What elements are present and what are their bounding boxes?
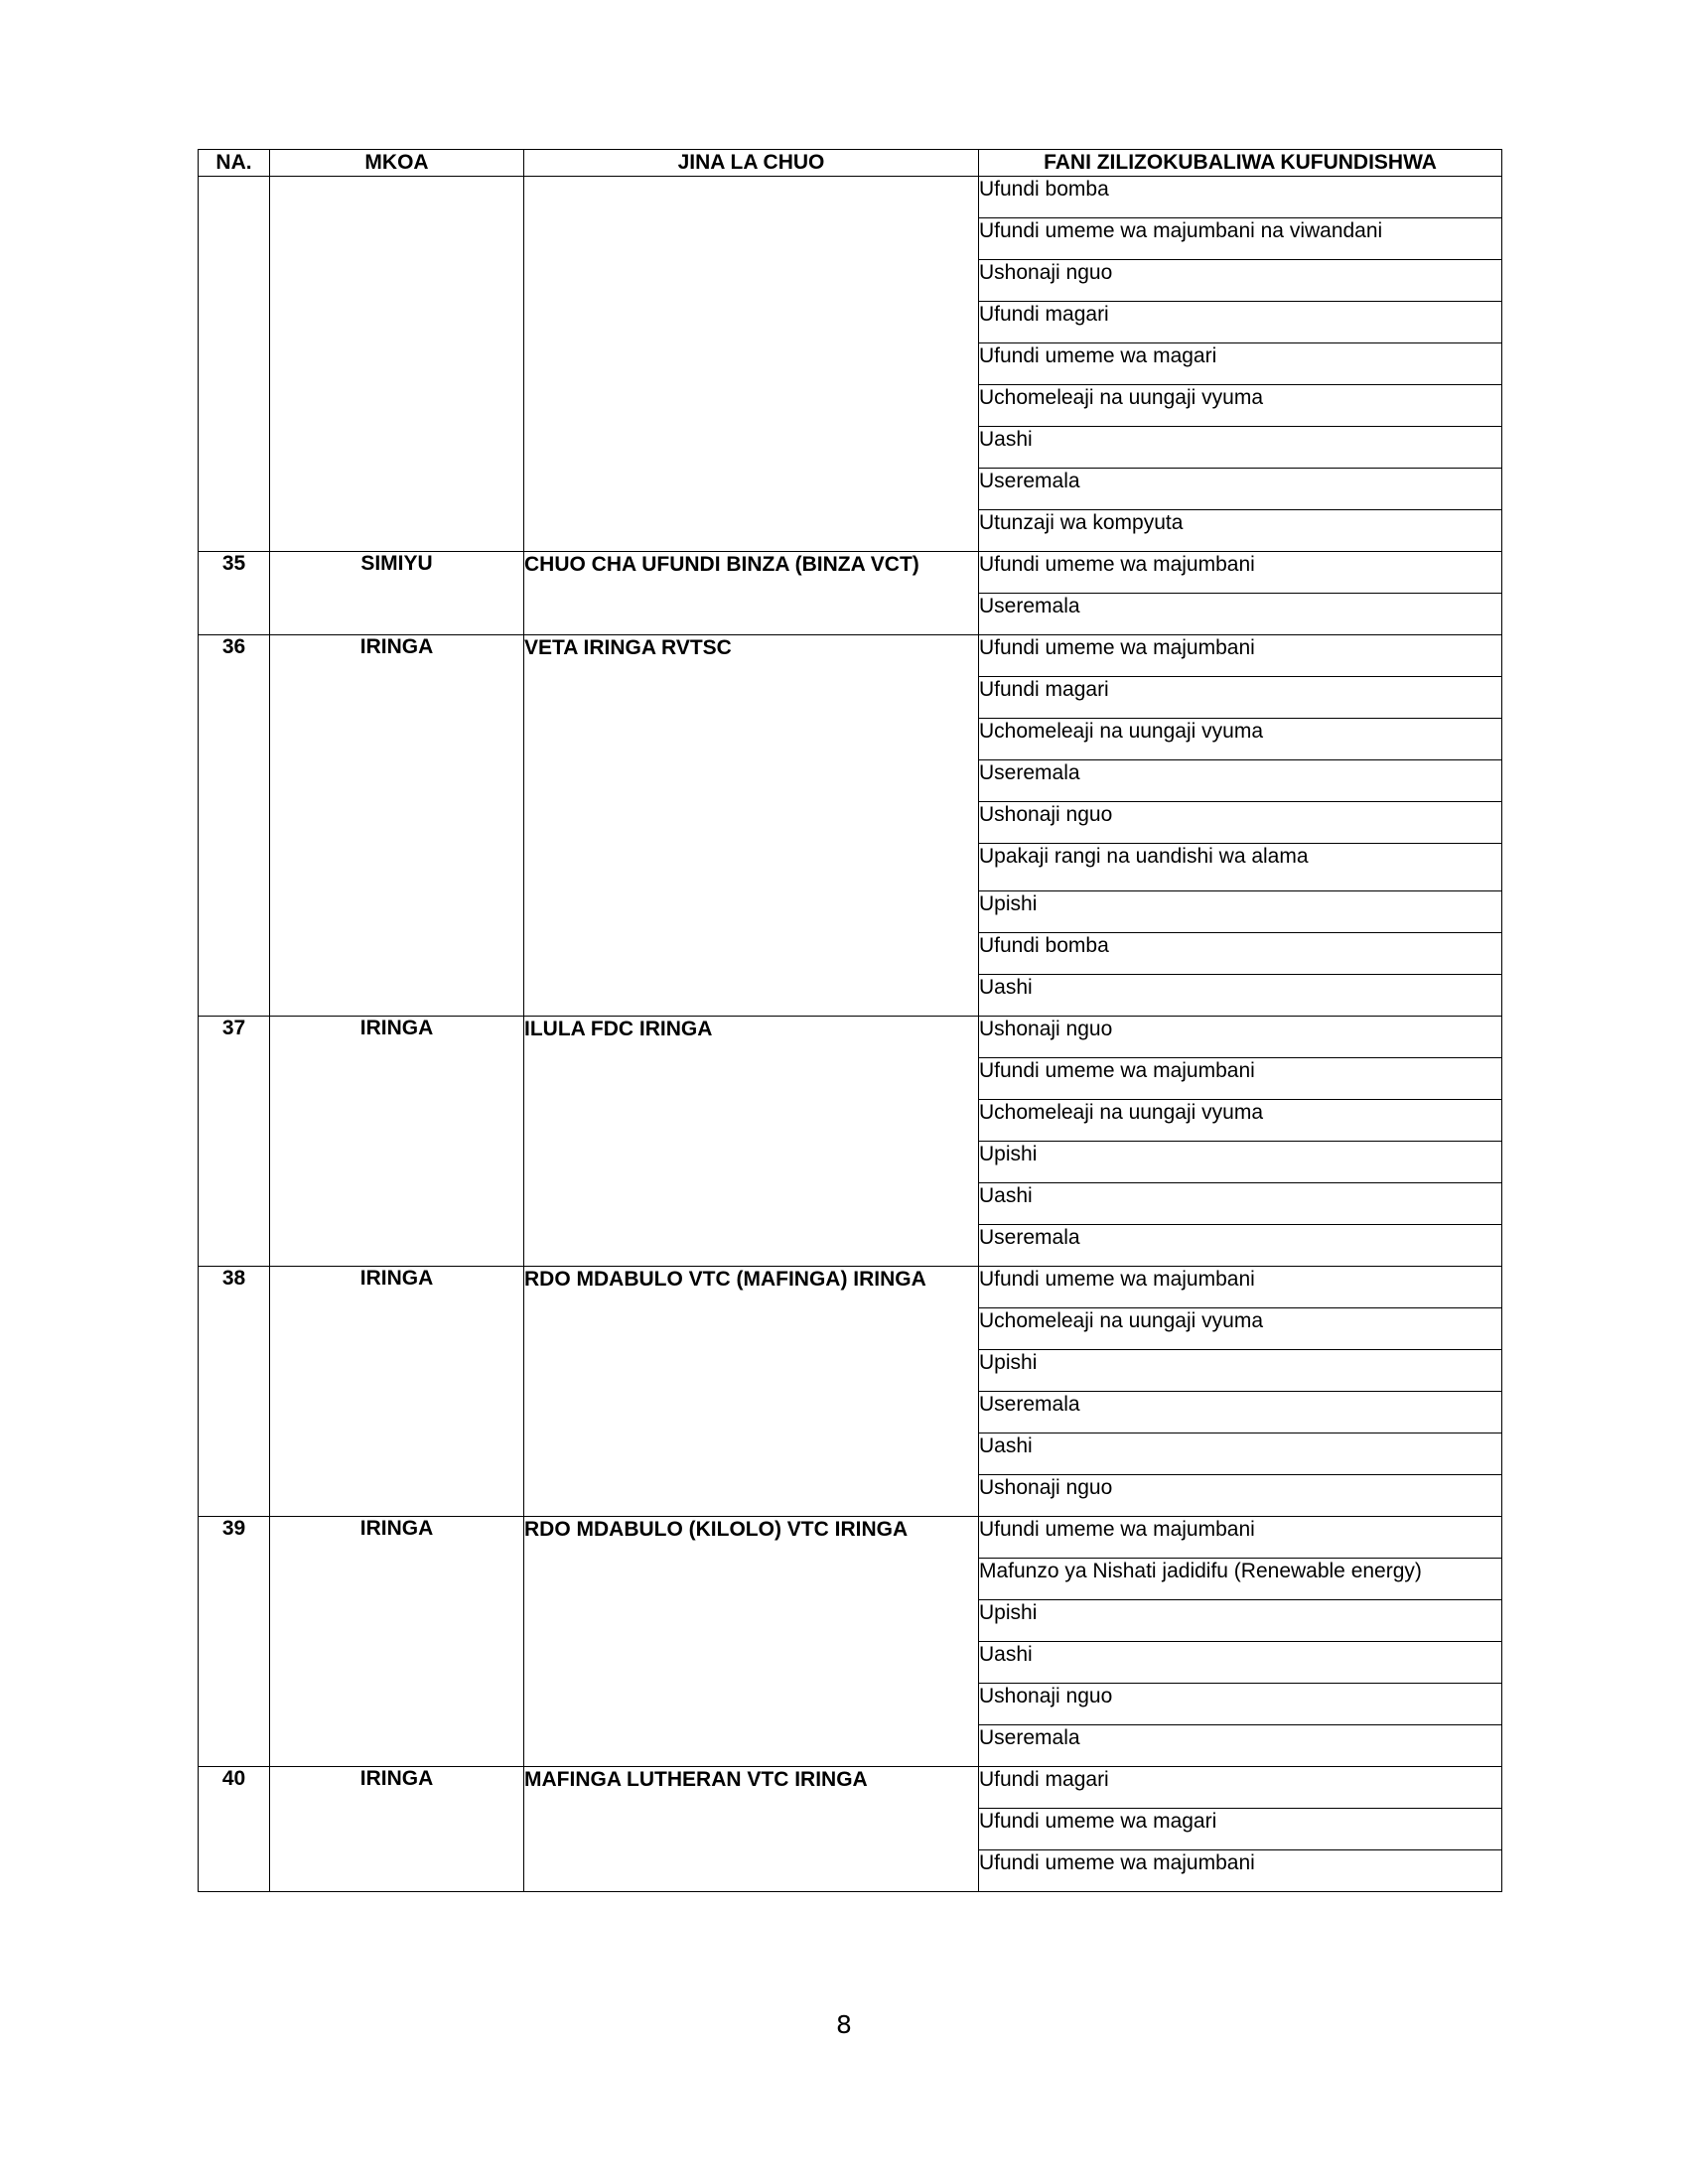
course-name: Ufundi umeme wa majumbani (979, 1517, 1502, 1559)
table-row (199, 1517, 1502, 1559)
header-jina-la-chuo: JINA LA CHUO (524, 150, 979, 177)
college-number: 37 (199, 1017, 270, 1267)
course-name: Useremala (979, 594, 1502, 635)
course-name: Uashi (979, 975, 1502, 1017)
course-name: Uashi (979, 1433, 1502, 1475)
course-name: Utunzaji wa kompyuta (979, 510, 1502, 552)
course-name: Useremala (979, 1392, 1502, 1433)
course-name: Ufundi umeme wa majumbani (979, 635, 1502, 677)
college-number: 35 (199, 552, 270, 635)
college-name: RDO MDABULO (KILOLO) VTC IRINGA (524, 1517, 979, 1767)
table-row (199, 177, 1502, 218)
table-row (199, 552, 1502, 594)
college-number: 38 (199, 1267, 270, 1517)
course-name: Upishi (979, 891, 1502, 933)
college-name: RDO MDABULO VTC (MAFINGA) IRINGA (524, 1267, 979, 1517)
course-name: Upakaji rangi na uandishi wa alama (979, 844, 1502, 891)
course-name: Ufundi bomba (979, 177, 1502, 218)
course-name: Upishi (979, 1600, 1502, 1642)
table-row (199, 1767, 1502, 1809)
header-na: NA. (199, 150, 270, 177)
course-name: Ufundi umeme wa magari (979, 343, 1502, 385)
course-name: Useremala (979, 1725, 1502, 1767)
colleges-table (198, 149, 1502, 1892)
college-number: 40 (199, 1767, 270, 1892)
course-name: Uchomeleaji na uungaji vyuma (979, 1308, 1502, 1350)
course-name: Mafunzo ya Nishati jadidifu (Renewable energy) (979, 1559, 1502, 1600)
course-name: Ushonaji nguo (979, 802, 1502, 844)
course-name: Ufundi umeme wa majumbani (979, 1850, 1502, 1892)
course-name: Uchomeleaji na uungaji vyuma (979, 719, 1502, 760)
region-name: IRINGA (270, 1267, 524, 1517)
course-name: Ufundi umeme wa majumbani (979, 1058, 1502, 1100)
college-number (199, 177, 270, 552)
course-name: Uashi (979, 1642, 1502, 1684)
course-name: Ushonaji nguo (979, 1475, 1502, 1517)
college-number: 36 (199, 635, 270, 1017)
college-name: VETA IRINGA RVTSC (524, 635, 979, 1017)
course-name: Useremala (979, 1225, 1502, 1267)
course-name: Upishi (979, 1142, 1502, 1183)
header-row (199, 150, 1502, 177)
course-name: Ufundi magari (979, 1767, 1502, 1809)
college-name: CHUO CHA UFUNDI BINZA (BINZA VCT) (524, 552, 979, 635)
course-name: Ufundi umeme wa majumbani (979, 552, 1502, 594)
table-header (199, 150, 1502, 177)
course-name: Uashi (979, 1183, 1502, 1225)
course-name: Ufundi magari (979, 302, 1502, 343)
course-name: Ushonaji nguo (979, 260, 1502, 302)
region-name (270, 177, 524, 552)
course-name: Upishi (979, 1350, 1502, 1392)
course-name: Ufundi umeme wa magari (979, 1809, 1502, 1850)
course-name: Ushonaji nguo (979, 1017, 1502, 1058)
course-name: Uashi (979, 427, 1502, 469)
page-number: 8 (836, 2010, 852, 2039)
table-row (199, 1017, 1502, 1058)
header-fani: FANI ZILIZOKUBALIWA KUFUNDISHWA (979, 150, 1502, 177)
course-name: Ufundi umeme wa majumbani na viwandani (979, 218, 1502, 260)
course-name: Ushonaji nguo (979, 1684, 1502, 1725)
course-name: Ufundi umeme wa majumbani (979, 1267, 1502, 1308)
college-number: 39 (199, 1517, 270, 1767)
region-name: IRINGA (270, 1517, 524, 1767)
college-name (524, 177, 979, 552)
course-name: Ufundi magari (979, 677, 1502, 719)
college-name: MAFINGA LUTHERAN VTC IRINGA (524, 1767, 979, 1892)
region-name: IRINGA (270, 635, 524, 1017)
table-row (199, 635, 1502, 677)
table-body (199, 177, 1502, 1892)
course-name: Ufundi bomba (979, 933, 1502, 975)
college-name: ILULA FDC IRINGA (524, 1017, 979, 1267)
region-name: SIMIYU (270, 552, 524, 635)
course-name: Useremala (979, 469, 1502, 510)
course-name: Useremala (979, 760, 1502, 802)
course-name: Uchomeleaji na uungaji vyuma (979, 1100, 1502, 1142)
region-name: IRINGA (270, 1017, 524, 1267)
table-row (199, 1267, 1502, 1308)
region-name: IRINGA (270, 1767, 524, 1892)
header-mkoa: MKOA (270, 150, 524, 177)
course-name: Uchomeleaji na uungaji vyuma (979, 385, 1502, 427)
